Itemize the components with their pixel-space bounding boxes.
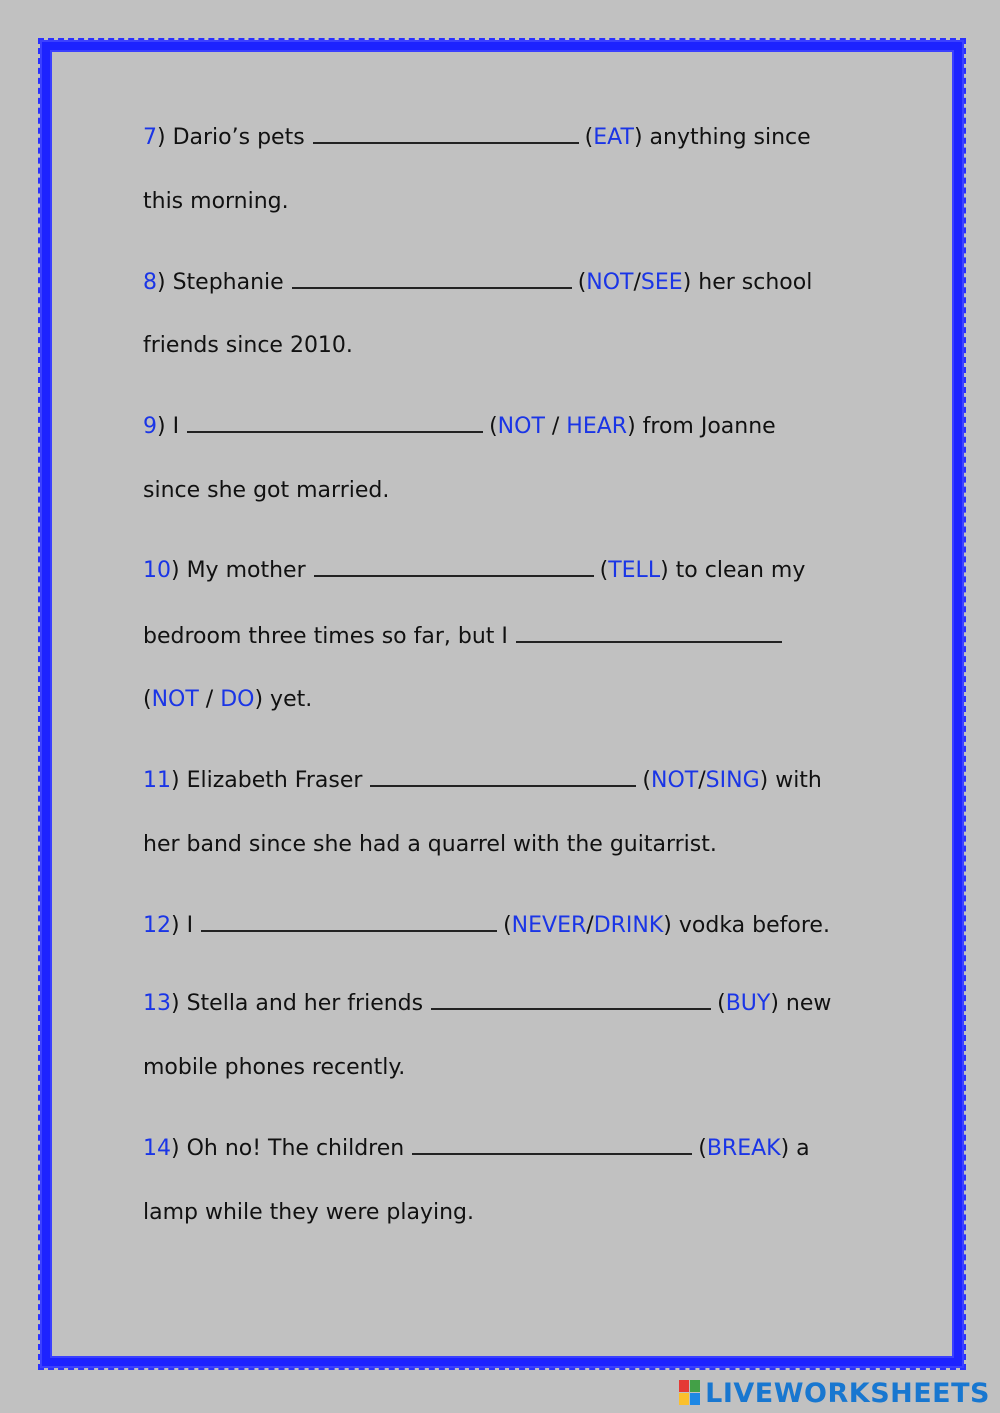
exercise-text: lamp while they were playing. [143, 1200, 474, 1225]
exercise-10-line-1: 10) My mother (TELL) to clean my [143, 555, 863, 585]
answer-blank[interactable] [313, 122, 579, 144]
exercise-9-line-1: 9) I (NOT / HEAR) from Joanne [143, 411, 863, 441]
exercise-text: ) Elizabeth Fraser [171, 768, 363, 793]
exercise-text: ) from Joanne [627, 414, 776, 439]
exercise-10-line-3: (NOT / DO) yet. [143, 687, 313, 712]
answer-blank[interactable] [314, 555, 594, 577]
exercise-7-line-2 [143, 188, 863, 216]
answer-blank[interactable] [412, 1133, 692, 1155]
exercise-11-line-1: 11) Elizabeth Fraser (NOT/SING) with [143, 765, 863, 795]
exercise-text: ) Oh no! The children [171, 1136, 405, 1161]
answer-blank[interactable] [516, 621, 782, 643]
verb-keyword: TELL [608, 558, 661, 583]
logo-text: LIVEWORKSHEETS [705, 1377, 990, 1409]
keyword-separator: / [633, 270, 641, 295]
answer-blank[interactable] [201, 910, 497, 932]
answer-blank[interactable] [187, 411, 483, 433]
exercise-text: bedroom three times so far, but I [143, 624, 508, 649]
exercise-text: ) Stella and her friends [171, 991, 424, 1016]
exercise-9-line-2 [143, 477, 863, 505]
exercise-8-line-1: 8) Stephanie (NOT/SEE) her school [143, 267, 863, 297]
exercise-text: ) anything since [633, 125, 811, 150]
verb-keyword: NOT [151, 687, 199, 712]
exercise-text: ) Dario’s pets [157, 125, 305, 150]
exercise-text: ) Stephanie [157, 270, 284, 295]
exercise-text: her band since she had a quarrel with the guitarrist. [143, 832, 717, 857]
exercise-text: mobile phones recently. [143, 1055, 406, 1080]
exercise-number: 7 [143, 125, 157, 150]
exercise-text: ) My mother [171, 558, 306, 583]
exercise-number: 14 [143, 1136, 171, 1161]
answer-blank[interactable] [431, 988, 711, 1010]
keyword-separator: / [544, 414, 567, 439]
exercise-text: ) I [157, 414, 180, 439]
exercise-14-line-1: 14) Oh no! The children (BREAK) a [143, 1133, 863, 1163]
exercise-text: ) new [770, 991, 832, 1016]
exercise-8-line-2 [143, 332, 863, 360]
verb-keyword: NEVER [511, 913, 587, 938]
exercise-number: 8 [143, 270, 157, 295]
verb-keyword: BREAK [706, 1136, 781, 1161]
answer-blank[interactable] [370, 765, 636, 787]
keyword-separator: / [698, 768, 706, 793]
exercise-10-line-2 [143, 621, 863, 651]
verb-keyword: HEAR [566, 414, 628, 439]
verb-keyword: BUY [725, 991, 771, 1016]
exercise-text: ) to clean my [660, 558, 806, 583]
exercise-text: this morning. [143, 189, 289, 214]
exercise-11-line-2 [143, 831, 863, 859]
exercise-13-line-2 [143, 1054, 863, 1082]
exercise-text: ) I [171, 913, 194, 938]
exercise-text: ) vodka before. [663, 913, 830, 938]
verb-keyword: DO [220, 687, 255, 712]
answer-blank[interactable] [292, 267, 572, 289]
verb-keyword: EAT [593, 125, 634, 150]
exercise-text: ) with [759, 768, 822, 793]
verb-keyword: NOT [651, 768, 699, 793]
exercise-number: 10 [143, 558, 171, 583]
verb-keyword: SING [705, 768, 760, 793]
verb-keyword: SEE [640, 270, 683, 295]
liveworksheets-logo[interactable] [679, 1376, 990, 1410]
exercise-text: ) yet. [254, 687, 313, 712]
exercise-number: 12 [143, 913, 171, 938]
exercise-number: 9 [143, 414, 157, 439]
liveworksheets-logo-icon [679, 1380, 701, 1406]
exercise-13-line-1: 13) Stella and her friends (BUY) new [143, 988, 863, 1018]
exercise-number: 11 [143, 768, 171, 793]
keyword-separator: / [198, 687, 221, 712]
exercise-7-line-1: 7) Dario’s pets (EAT) anything since [143, 122, 863, 152]
keyword-separator: / [586, 913, 594, 938]
exercise-text: ) her school [682, 270, 813, 295]
exercise-number: 13 [143, 991, 171, 1016]
verb-keyword: DRINK [593, 913, 664, 938]
exercise-12-line-1: 12) I (NEVER/DRINK) vodka before. [143, 910, 863, 940]
exercise-14-line-2 [143, 1199, 863, 1227]
verb-keyword: NOT [586, 270, 634, 295]
exercise-text: ) a [780, 1136, 810, 1161]
exercise-text: friends since 2010. [143, 333, 353, 358]
exercise-text: since she got married. [143, 478, 390, 503]
verb-keyword: NOT [497, 414, 545, 439]
